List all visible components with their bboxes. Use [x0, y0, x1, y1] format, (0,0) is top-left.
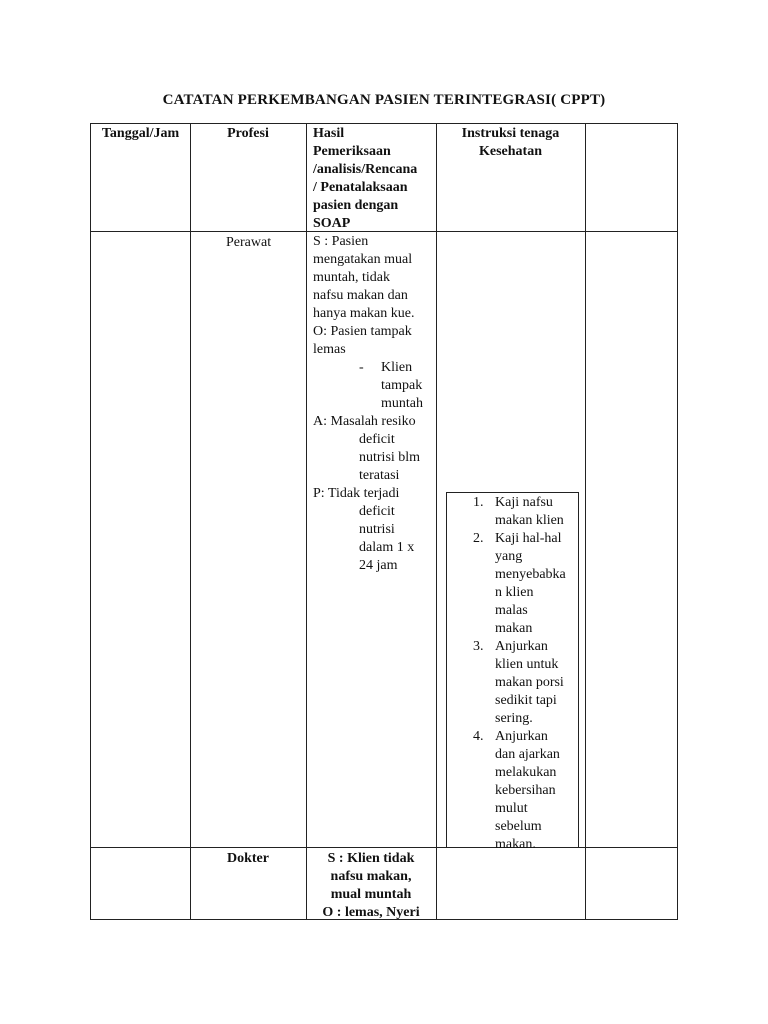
instruction-line: makan klien: [495, 513, 564, 528]
instruction-line: malas: [495, 603, 528, 618]
soap-line: nafsu makan,: [330, 869, 412, 884]
instruction-line: Kaji hal-hal: [495, 531, 562, 546]
table-border-top: [90, 123, 678, 124]
instruction-box: [446, 492, 579, 852]
header-line: / Penatalaksaan: [313, 180, 408, 195]
soap-line: nutrisi blm: [359, 450, 421, 465]
header-instruksi: [436, 125, 585, 161]
soap-line: O : lemas, Nyeri: [322, 905, 420, 920]
soap-line: lemas: [313, 342, 346, 357]
soap-line: P: Tidak terjadi: [313, 486, 400, 501]
table-col-divider: [436, 123, 437, 920]
soap-line: nafsu makan dan: [313, 288, 408, 303]
header-tanggal-jam: Tanggal/Jam: [101, 126, 180, 141]
instruction-line: Anjurkan: [495, 639, 548, 654]
soap-line: mengatakan mual: [313, 252, 413, 267]
instruction-line: n klien: [495, 585, 534, 600]
soap-line: muntah, tidak: [313, 270, 390, 285]
instruction-line: sedikit tapi: [495, 693, 557, 708]
instruction-line: makan: [495, 621, 533, 636]
table-border-right: [677, 123, 678, 920]
soap-line: teratasi: [359, 468, 400, 483]
instruction-line: melakukan: [495, 765, 557, 780]
header-line: Kesehatan: [479, 144, 542, 159]
instruction-line: sering.: [495, 711, 533, 726]
instruction-line: Kaji nafsu: [495, 495, 553, 510]
table-col-divider: [585, 123, 586, 920]
header-line: pasien dengan: [313, 198, 399, 213]
instruction-item: [447, 530, 578, 638]
instruction-list: [447, 494, 578, 854]
instruction-line: dan ajarkan: [495, 747, 560, 762]
soap-line: deficit: [359, 432, 395, 447]
header-line: /analisis/Rencana: [313, 162, 418, 177]
row2-profesi: Dokter: [227, 851, 269, 866]
header-line: Pemeriksaan: [313, 144, 391, 159]
soap-line: mual muntah: [330, 887, 412, 902]
instruction-number: 2.: [473, 531, 484, 546]
soap-line: nutrisi: [359, 522, 395, 537]
instruction-item: [447, 728, 578, 854]
instruction-item: [447, 638, 578, 728]
soap-line: O: Pasien tampak: [313, 324, 412, 339]
table-border-left: [90, 123, 91, 920]
instruction-line: mulut: [495, 801, 528, 816]
instruction-number: 3.: [473, 639, 484, 654]
header-profesi: Profesi: [227, 126, 269, 141]
soap-line: dalam 1 x: [359, 540, 415, 555]
header-hasil-pemeriksaan: [313, 125, 435, 233]
table-row-divider: [90, 847, 678, 848]
instruction-line: yang: [495, 549, 523, 564]
soap-line: muntah: [381, 396, 423, 411]
soap-line: S : Pasien: [313, 234, 369, 249]
soap-line: deficit: [359, 504, 395, 519]
instruction-line: Anjurkan: [495, 729, 548, 744]
soap-line: A: Masalah resiko: [313, 414, 416, 429]
instruction-line: sebelum: [495, 819, 542, 834]
soap-line: Klien: [381, 360, 413, 375]
page-title: CATATAN PERKEMBANGAN PASIEN TERINTEGRASI( CPPT): [162, 92, 606, 108]
row1-profesi: Perawat: [226, 235, 272, 250]
row2-soap: [306, 850, 436, 922]
row1-soap: [313, 233, 435, 575]
soap-line: 24 jam: [359, 558, 398, 573]
instruction-line: makan.: [495, 837, 536, 852]
soap-line: tampak: [381, 378, 423, 393]
instruction-item: [447, 494, 578, 530]
header-line: SOAP: [313, 216, 351, 231]
soap-line: S : Klien tidak: [327, 851, 415, 866]
header-line: Instruksi tenaga: [461, 126, 560, 141]
header-line: Hasil: [313, 126, 345, 141]
instruction-number: 4.: [473, 729, 484, 744]
soap-dash-item: [313, 359, 435, 413]
instruction-line: makan porsi: [495, 675, 564, 690]
dash-bullet: -: [359, 360, 364, 375]
instruction-line: menyebabka: [495, 567, 566, 582]
instruction-line: klien untuk: [495, 657, 559, 672]
table-col-divider: [190, 123, 191, 920]
soap-line: hanya makan kue.: [313, 306, 415, 321]
instruction-number: 1.: [473, 495, 484, 510]
table-col-divider: [306, 123, 307, 920]
instruction-line: kebersihan: [495, 783, 556, 798]
